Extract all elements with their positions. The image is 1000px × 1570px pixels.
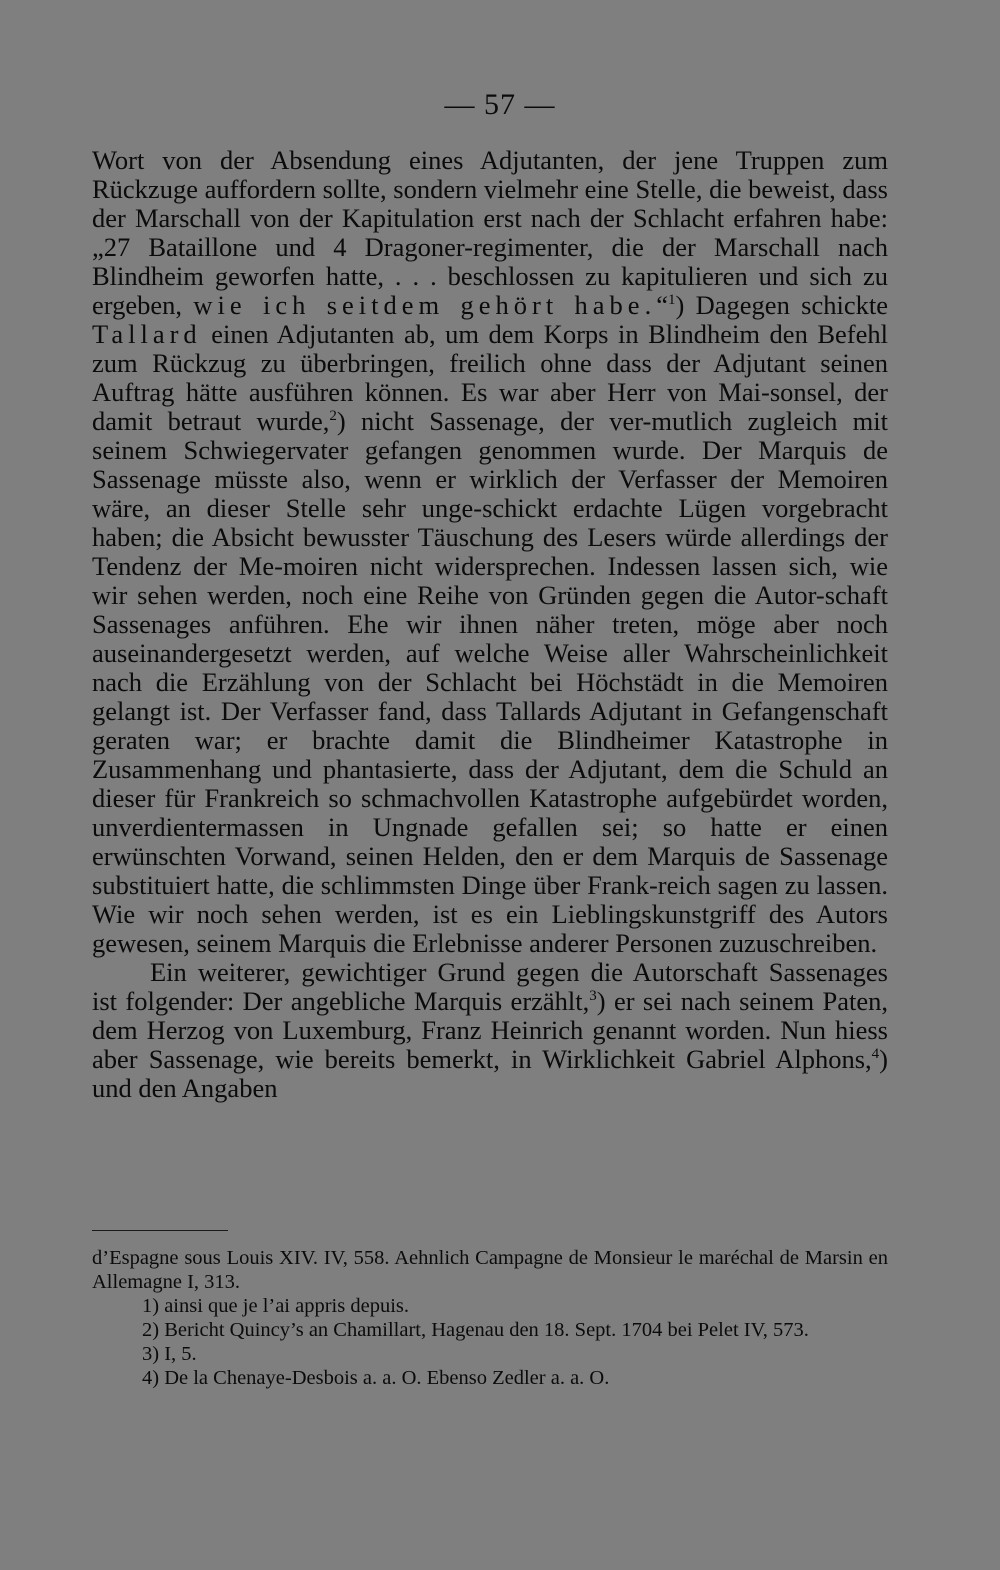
spaced-name-tallard: Tallard [92,319,202,349]
paragraph-1-text-d: ) nicht Sassenage, der ver-mutlich zugleich mit seinem Schwiegervater gefangen genommen wurde. Der Marquis de Sassenage müsste also, wenn er wirklich der Verfasser der Memoiren wäre, an dieser Stelle sehr unge-schickt erdachte Lügen vorgebracht haben; die Absicht bewusster Täuschung des Lesers würde allerdings der Tendenz der Me-moiren nicht widersprechen. Indessen lassen sich, wie wir sehen werden, noch eine Reihe von Gründen gegen die Autor-schaft Sassenages anführen. Ehe wir ihnen näher treten, möge aber noch auseinandergesetzt werden, auf welche Weise aller Wahrscheinlichkeit nach die Erzählung von der Schlacht bei Höchstädt in die Memoiren gelangt ist. Der Verfasser fand, dass Tallards Adjutant in Gefangenschaft geraten war; er brachte damit die Blindheimer Katastrophe in Zusammenhang und phantasierte, dass der Adjutant, dem die Schuld an dieser für Frankreich so schmachvollen Katastrophe aufgebürdet worden, unverdientermassen in Ungnade gefallen sei; so hatte er einen erwünschten Vorwand, seinen Helden, den er dem Marquis de Sassenage substituiert hatte, die schlimmsten Dinge über Frank-reich sagen zu lassen. Wie wir noch sehen werden, ist es ein Lieblingskunstgriff des Autors gewesen, seinem Marquis die Erlebnisse anderer Personen zuzuschreiben. [92,406,888,958]
footnote-ref-2: 2 [329,408,337,425]
footnote-continuation: d’Espagne sous Louis XIV. IV, 558. Aehnlich Campagne de Monsieur le maréchal de Marsin en Allemagne I, 313. [92,1247,888,1293]
footnote-ref-3: 3 [589,988,597,1005]
footnote-separator-rule [92,1230,228,1231]
footnote-2: 2) Bericht Quincy’s an Chamillart, Hagenau den 18. Sept. 1704 bei Pelet IV, 573. [142,1319,809,1341]
paragraph-2-text-a: Ein weiterer, gewichtiger Grund gegen die Autorschaft Sassenages ist folgender: Der angebliche Marquis erzählt, [92,957,888,1016]
paragraph-2 [92,958,888,1103]
paragraph-1-text-a: Wort von der Absendung eines Adjutanten, der jene Truppen zum Rückzuge auffordern sollte, sondern vielmehr eine Stelle, die beweist, dass der Marschall von der Kapitulation erst nach der Schlacht erfahren habe: „27 Bataillone und 4 Dragoner-regimenter, die der Marschall nach Blindheim geworfen hatte, . . . beschlossen zu kapitulieren und sich zu ergeben, [92,145,888,320]
paragraph-1 [92,146,888,958]
footnotes [92,1246,888,1390]
footnote-4: 4) De la Chenaye-Desbois a. a. O. Ebenso Zedler a. a. O. [142,1367,610,1389]
paragraph-2-text-b: ) er sei nach seinem Paten, dem Herzog von Luxemburg, Franz Heinrich genannt worden. Nun hiess aber Sassenage, wie bereits bemerkt, in Wirklichkeit Gabriel Alphons, [92,986,888,1074]
body-text [92,146,888,1103]
closing-quote: “ [656,290,668,320]
footnote-ref-4: 4 [871,1046,880,1063]
footnote-ref-1: 1 [667,292,676,309]
paragraph-1-text-c: einen Adjutanten ab, um dem Korps in Blindheim den Befehl zum Rückzug zu überbringen, freilich ohne dass der Adjutant seinen Auftrag hätte ausführen können. Es war aber Herr von Mai-sonsel, der damit betraut wurde, [92,319,888,436]
footnote-3: 3) I, 5. [142,1343,197,1365]
paragraph-1-text-b: ) Dagegen schickte [675,290,888,320]
spaced-quote-text: wie ich seitdem gehört habe. [193,290,657,320]
paragraph-2-text-c: ) und den Angaben [92,1044,888,1103]
footnote-1: 1) ainsi que je l’ai appris depuis. [142,1295,410,1317]
page-number: — 57 — [444,88,556,121]
